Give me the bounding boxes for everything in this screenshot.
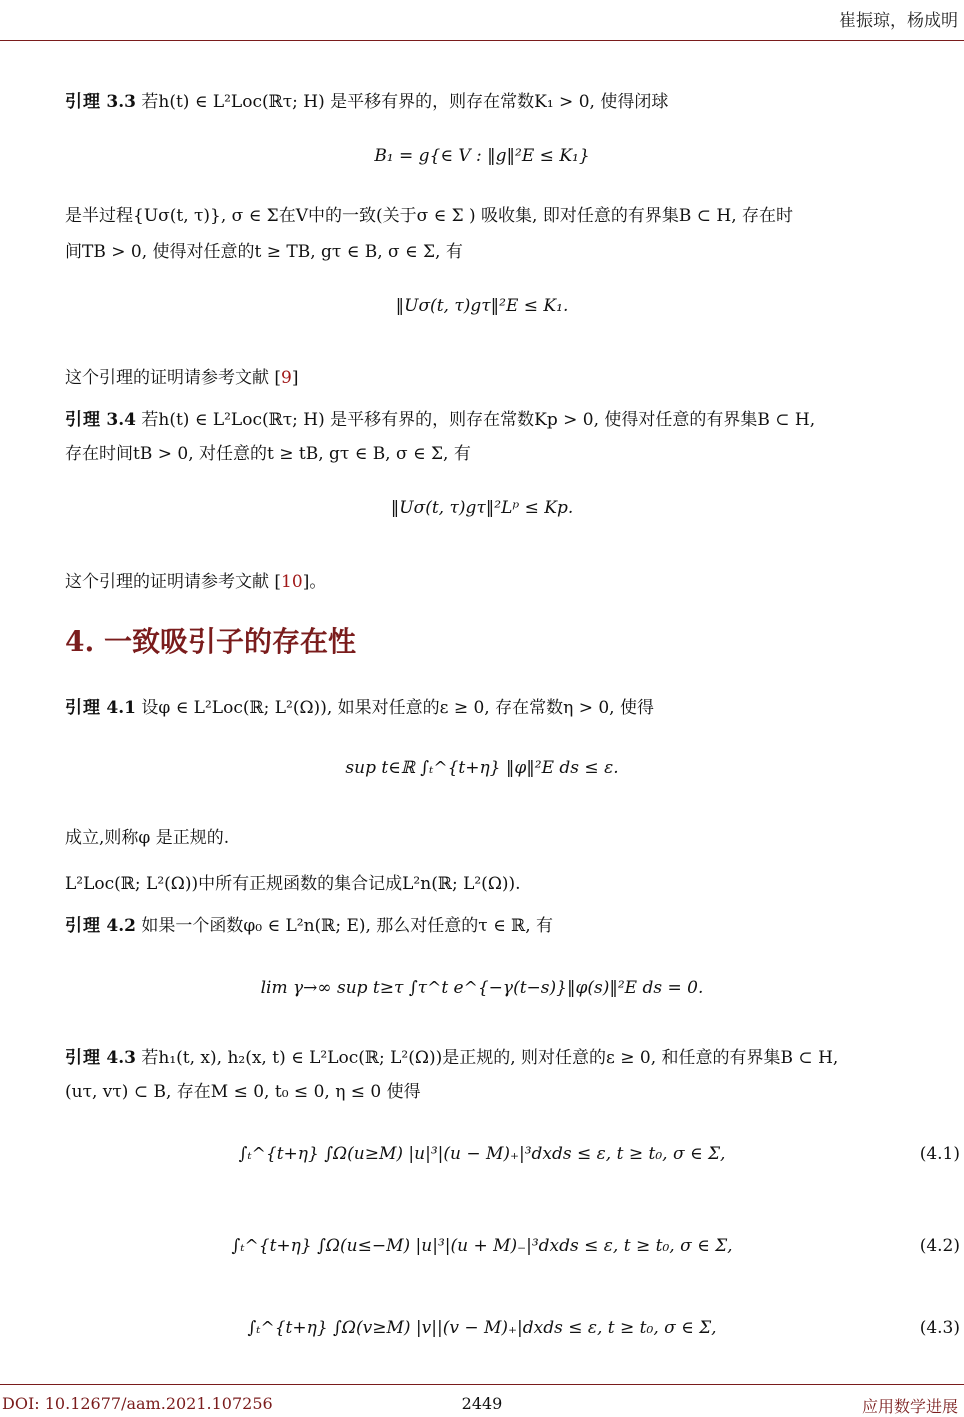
lemma-4-3-text-line2: (uτ, vτ) ⊂ B, 存在M ≤ 0, t₀ ≤ 0, η ≤ 0 使得	[65, 1082, 421, 1102]
journal-name: 应用数学进展	[861, 1397, 958, 1416]
equation-lp-bound: ‖Uσ(t, τ)gτ‖²Lᵖ ≤ Kp.	[390, 498, 574, 518]
lemma-3-3-text-line3: 间TB > 0, 使得对任意的t ≥ TB, gτ ∈ B, σ ∈ Σ, 有	[65, 242, 463, 262]
lemma-number: 4.3	[106, 1048, 136, 1068]
equation-absorbing-bound: ‖Uσ(t, τ)gτ‖²E ≤ K₁.	[395, 296, 569, 316]
lemma-3-4-text-line2: 存在时间tB > 0, 对任意的t ≥ tB, gτ ∈ B, σ ∈ Σ, 有	[65, 444, 471, 464]
citation-link[interactable]: 9	[281, 368, 292, 388]
equation-number: (4.2)	[919, 1236, 960, 1256]
lemma-label: 引理	[65, 1048, 101, 1068]
header-authors: 崔振琼，杨成明	[839, 11, 958, 31]
proof-note-end: ]。	[302, 572, 327, 592]
lemma-label: 引理	[65, 698, 101, 718]
lemma-3-4-proof-note	[65, 566, 960, 598]
section-heading: 4. 一致吸引子的存在性	[65, 625, 356, 658]
citation-link[interactable]: 10	[281, 572, 303, 592]
lemma-text: 若h₁(t, x), h₂(x, t) ∈ L²Loc(ℝ; L²(Ω))是正规的, 则对任意的ε ≥ 0, 和任意的有界集B ⊂ H,	[141, 1048, 839, 1068]
lemma-text: 若h(t) ∈ L²Loc(ℝτ; H) 是平移有界的，则存在常数K₁ > 0, 使得闭球	[141, 92, 669, 112]
proof-note-text: 这个引理的证明请参考文献 [	[65, 572, 282, 592]
equation-body: ∫ₜ^{t+η} ∫Ω(v≥M) |v||(v − M)₊|dxds ≤ ε, t ≥ t₀, σ ∈ Σ,	[247, 1318, 717, 1338]
proof-note-text: 这个引理的证明请参考文献 [	[65, 368, 282, 388]
page-number: 2449	[461, 1394, 503, 1413]
equation-4-1	[0, 1144, 964, 1164]
lemma-3-3-text-line2: 是半过程{Uσ(t, τ)}, σ ∈ Σ在V中的一致(关于σ ∈ Σ ) 吸收集, 即对任意的有界集B ⊂ H, 存在时	[65, 206, 794, 226]
equation-4-3	[0, 1318, 964, 1338]
lemma-text: 如果一个函数φ₀ ∈ L²n(ℝ; E), 那么对任意的τ ∈ ℝ, 有	[141, 916, 554, 936]
equation-number: (4.3)	[919, 1318, 960, 1338]
equation-body: ∫ₜ^{t+η} ∫Ω(u≥M) |u|³|(u − M)₊|³dxds ≤ ε, t ≥ t₀, σ ∈ Σ,	[238, 1144, 726, 1164]
normal-functions-definition: L²Loc(ℝ; L²(Ω))中所有正规函数的集合记成L²n(ℝ; L²(Ω)).	[65, 874, 521, 894]
lemma-4-1-statement	[65, 692, 960, 724]
lemma-label: 引理	[65, 92, 101, 112]
proof-note-end: ]	[291, 368, 299, 388]
doi-link[interactable]: DOI: 10.12677/aam.2021.107256	[2, 1394, 273, 1413]
equation-limit-zero: lim γ→∞ sup t≥τ ∫τ^t e^{−γ(t−s)}‖φ(s)‖²E ds = 0.	[260, 978, 704, 998]
header-rule	[0, 40, 964, 41]
lemma-3-4-statement	[65, 404, 960, 436]
footer-rule	[0, 1384, 964, 1385]
equation-body: ∫ₜ^{t+η} ∫Ω(u≤−M) |u|³|(u + M)₋|³dxds ≤ ε, t ≥ t₀, σ ∈ Σ,	[231, 1236, 733, 1256]
lemma-4-1-conclusion: 成立,则称φ 是正规的.	[65, 828, 230, 848]
equation-closed-ball: B₁ = g{∈ V : ‖g‖²E ≤ K₁}	[374, 146, 590, 166]
lemma-number: 4.2	[106, 916, 136, 936]
lemma-number: 3.4	[106, 410, 136, 430]
equation-normal-condition: sup t∈ℝ ∫ₜ^{t+η} ‖φ‖²E ds ≤ ε.	[345, 758, 619, 778]
lemma-3-3-statement	[65, 86, 960, 118]
lemma-label: 引理	[65, 916, 101, 936]
lemma-text: 若h(t) ∈ L²Loc(ℝτ; H) 是平移有界的，则存在常数Kp > 0, 使得对任意的有界集B ⊂ H,	[141, 410, 816, 430]
lemma-number: 3.3	[106, 92, 136, 112]
equation-4-2	[0, 1236, 964, 1256]
lemma-4-2-statement	[65, 910, 960, 942]
lemma-number: 4.1	[106, 698, 136, 718]
equation-number: (4.1)	[919, 1144, 960, 1164]
lemma-label: 引理	[65, 410, 101, 430]
lemma-3-3-proof-note	[65, 362, 960, 394]
lemma-text: 设φ ∈ L²Loc(ℝ; L²(Ω)), 如果对任意的ε ≥ 0, 存在常数η > 0, 使得	[141, 698, 654, 718]
lemma-4-3-statement	[65, 1042, 960, 1074]
